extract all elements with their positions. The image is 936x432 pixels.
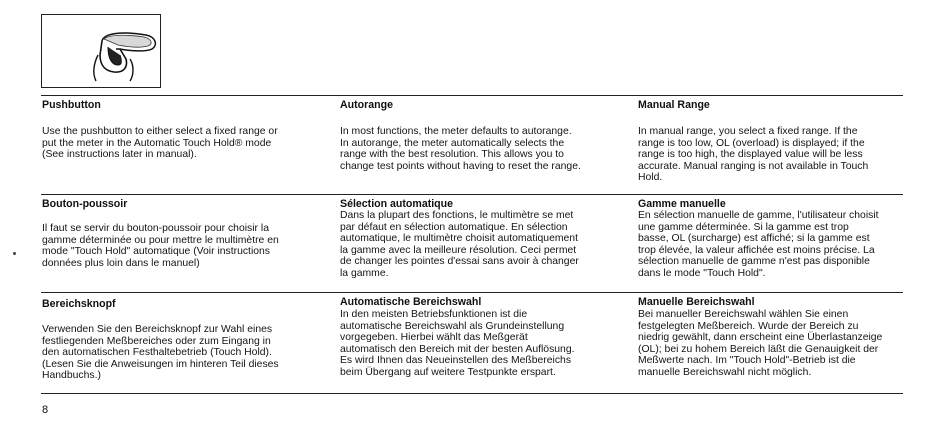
text-pushbutton: Use the pushbutton to either select a fixed range or put the meter in the Automatic Touch Hold® mode (See instructions later in manual). <box>42 126 278 161</box>
text-manual-range: In manual range, you select a fixed range. If the range is too low, OL (overload) is displayed; if the range is too high, the displayed value will be less accurate. Manual ranging is not available in Touch Hold. <box>638 126 869 184</box>
stray-mark <box>13 252 16 255</box>
text-selection-automatique: Dans la plupart des fonctions, le multimètre se met par défaut en sélection automatique. En sélection automatique, le multimètre choisit automatiquement la gamme avec la meilleure résolution. Ceci permet de changer les pointes d'essai sans avoir à changer la gamme. <box>340 210 579 279</box>
divider <box>41 194 903 195</box>
pushbutton-icon <box>42 15 162 89</box>
heading-autorange: Autorange <box>340 99 393 111</box>
divider <box>41 292 903 293</box>
text-manuelle-bereichswahl: Bei manueller Bereichswahl wählen Sie einen festgelegten Meßbereich. Wurde der Bereich zu niedrig gewählt, dann erscheint eine Überlastanzeige (OL); bei zu hohem Bereich läßt die Genauigkeit der Meßwerte nach. Im "Touch Hold"-Betrieb ist die manuelle Bereichswahl nicht möglich. <box>638 309 883 378</box>
heading-manuelle-bereichswahl: Manuelle Bereichswahl <box>638 296 755 308</box>
divider <box>41 95 903 96</box>
text-autorange: In most functions, the meter defaults to autorange. In autorange, the meter automatically selects the range with the best resolution. This allows you to change test points without having to reset the range. <box>340 126 581 172</box>
text-bouton-poussoir: Il faut se servir du bouton-poussoir pour choisir la gamme déterminée ou pour mettre le multimètre en mode "Touch Hold" automatique (Voir instructions données plus loin dans le manuel) <box>42 223 279 269</box>
heading-gamme-manuelle: Gamme manuelle <box>638 198 726 210</box>
heading-manual-range: Manual Range <box>638 99 710 111</box>
heading-automatische-bereichswahl: Automatische Bereichswahl <box>340 296 482 308</box>
page-number: 8 <box>42 404 49 416</box>
heading-selection-automatique: Sélection automatique <box>340 198 454 210</box>
text-automatische-bereichswahl: In den meisten Betriebsfunktionen ist die automatische Bereichswahl als Grundeinstellung vorgegeben. Hierbei wählt das Meßgerät automatisch den Bereich mit der besten Auflösung. Es wird Ihnen das Neueinstellen des Meßbereichs beim Übergang auf weitere Testpunkte erspart. <box>340 309 575 378</box>
heading-pushbutton: Pushbutton <box>42 99 101 111</box>
pushbutton-figure <box>41 14 161 88</box>
heading-bouton-poussoir: Bouton-poussoir <box>42 198 128 210</box>
divider <box>41 393 903 394</box>
heading-bereichsknopf: Bereichsknopf <box>42 298 116 310</box>
text-bereichsknopf: Verwenden Sie den Bereichsknopf zur Wahl eines festliegenden Meßbereiches oder zum Eingang in den automatischen Festhaltebetrieb (Touch Hold). (Lesen Sie die Anweisungen im hinteren Teil dieses Handbuchs.) <box>42 324 279 382</box>
text-gamme-manuelle: En sélection manuelle de gamme, l'utilisateur choisit une gamme déterminée. Si la gamme est trop basse, OL (surcharge) est affiché; si la gamme est trop élevée, la valeur affichée est moins précise. La sélection manuelle de gamme n'est pas disponible dans le mode "Touch Hold". <box>638 210 879 279</box>
